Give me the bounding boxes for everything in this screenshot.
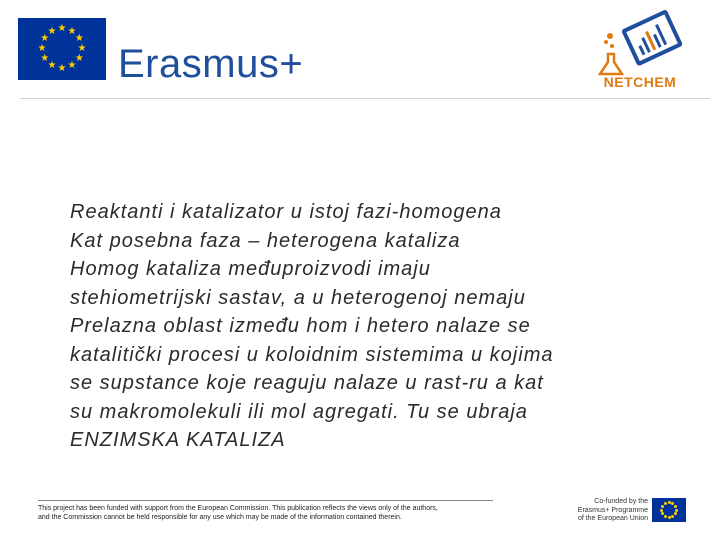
cofund-line: Erasmus+ Programme — [577, 506, 648, 514]
eu-star-icon — [675, 509, 678, 512]
eu-flag-icon — [18, 18, 106, 80]
eu-star-icon — [674, 512, 677, 515]
eu-star-icon — [674, 505, 677, 508]
eu-star-icon: ★ — [47, 60, 57, 72]
eu-star-icon — [668, 501, 671, 504]
funding-disclaimer — [38, 504, 518, 522]
body-line: se supstance koje reaguju nalaze u rast-ru a kat — [70, 372, 544, 394]
header-divider — [20, 98, 710, 99]
body-line: Prelazna oblast između hom i hetero nalaze se — [70, 315, 531, 337]
eu-flag-small-icon — [652, 498, 686, 522]
eu-star-icon — [664, 502, 667, 505]
body-line: ENZIMSKA KATALIZA — [70, 429, 286, 451]
eu-star-icon: ★ — [37, 43, 47, 54]
slide-body — [70, 198, 690, 455]
eu-star-icon: ★ — [57, 63, 67, 74]
eu-star-icon — [661, 505, 664, 508]
footer-divider — [38, 500, 493, 501]
body-line: Reaktanti i katalizator u istoj fazi-homogena — [70, 201, 502, 223]
body-line: su makromolekuli ili mol agregati. Tu se ubraja — [70, 400, 528, 423]
cofunded-label — [568, 498, 648, 524]
erasmus-brand: Erasmus+ — [118, 42, 304, 86]
body-line: katalitički procesi u koloidnim sistemima u kojima — [70, 343, 554, 366]
eu-star-icon: ★ — [67, 60, 77, 72]
eu-star-icon — [664, 515, 667, 518]
cofund-line: Co-funded by the — [594, 498, 648, 505]
eu-star-icon: ★ — [67, 25, 77, 37]
eu-star-icon — [668, 516, 671, 519]
eu-star-icon: ★ — [74, 33, 84, 44]
eu-star-icon — [660, 509, 663, 512]
eu-star-icon: ★ — [77, 43, 87, 54]
body-line: Homog kataliza međuproizvodi imaju — [70, 258, 431, 280]
netchem-logo-text: NETCHEM — [603, 74, 677, 90]
body-line: Kat posebna faza – heterogena kataliza — [70, 229, 461, 252]
eu-star-icon: ★ — [47, 25, 57, 37]
eu-star-icon — [671, 515, 674, 518]
cofund-line: of the European Union — [577, 515, 648, 522]
eu-star-icon: ★ — [40, 53, 50, 64]
eu-star-icon: ★ — [74, 53, 84, 64]
disclaimer-line: This project has been funded with support from the European Commission. This publication reflects the views only of the authors, — [38, 505, 438, 512]
disclaimer-line: and the Commission cannot be held responsible for any use which may be made of the information contained therein. — [38, 514, 402, 521]
eu-star-icon: ★ — [57, 23, 67, 34]
eu-star-icon: ★ — [40, 33, 50, 44]
body-line: stehiometrijski sastav, a u heterogenoj nemaju — [70, 286, 526, 309]
